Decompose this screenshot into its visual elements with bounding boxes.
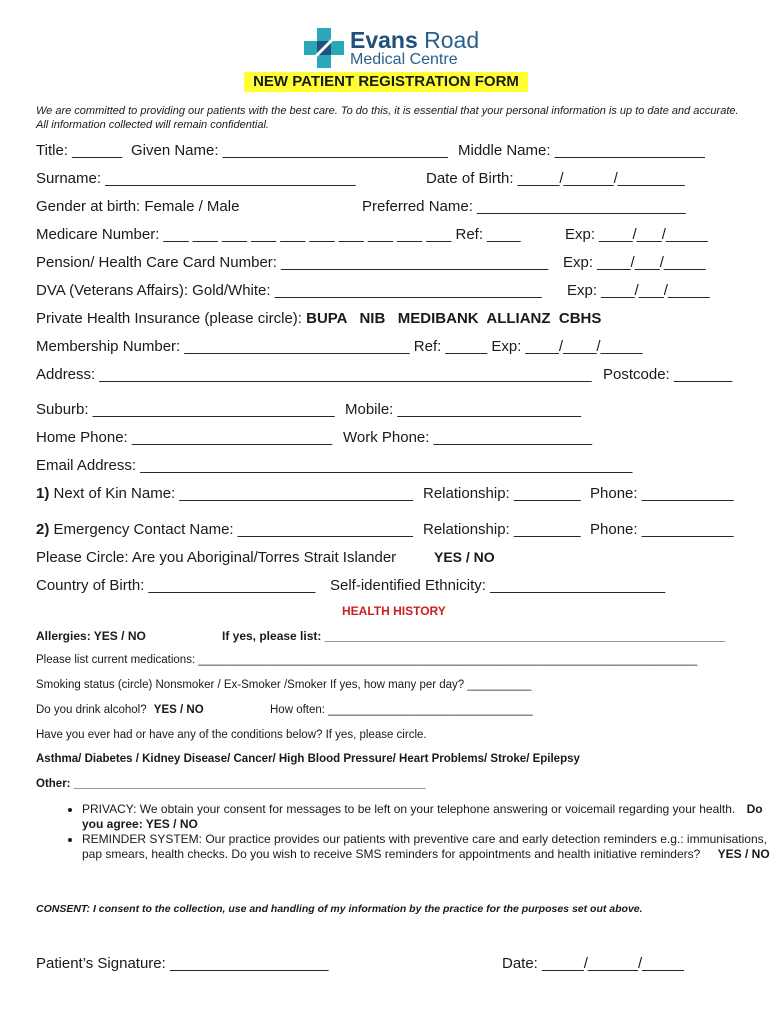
emergency-phone-field[interactable]: Phone: ___________: [590, 521, 734, 538]
insurance-options[interactable]: BUPA NIB MEDIBANK ALLIANZ CBHS: [306, 310, 602, 327]
dva-exp-field[interactable]: Exp: ____/___/_____: [567, 282, 710, 299]
allergies-yes-no[interactable]: Allergies: YES / NO: [36, 629, 146, 643]
insurance-label: Private Health Insurance (please circle):: [36, 310, 302, 327]
form-title: NEW PATIENT REGISTRATION FORM: [244, 72, 528, 92]
reminder-text: REMINDER SYSTEM: Our practice provides our patients with preventive care and early detection reminders e.g.: immunisations, pap smears, health checks. Do you wish to receive SMS reminders for appointments and health initiative reminders?: [82, 832, 767, 861]
alcohol-frequency-field[interactable]: How often: ________________________________: [270, 704, 533, 716]
aboriginal-yes-no[interactable]: YES / NO: [434, 549, 495, 565]
membership-field[interactable]: Membership Number: ___________________________ Ref: _____ Exp: ____/____/_____: [36, 338, 643, 355]
consent-bullets: [36, 802, 770, 862]
pension-exp-field[interactable]: Exp: ____/___/_____: [563, 254, 706, 271]
ethnicity-field[interactable]: Self-identified Ethnicity: _____________________: [330, 577, 666, 594]
suburb-field[interactable]: Suburb: _____________________________: [36, 401, 335, 418]
work-phone-field[interactable]: Work Phone: ___________________: [343, 429, 593, 446]
middle-name-field[interactable]: Middle Name: __________________: [458, 142, 705, 159]
kin-phone-field[interactable]: Phone: ___________: [590, 485, 734, 502]
intro-text: We are committed to providing our patients with the best care. To do this, it is essential that your personal information is up to date and accurate. All information collected will remain confidential.: [36, 105, 739, 131]
postcode-field[interactable]: Postcode: _______: [603, 366, 733, 383]
medical-cross-logo-icon: [304, 28, 344, 68]
emergency-number: 2): [36, 521, 50, 538]
kin-number: 1): [36, 485, 50, 502]
signature-field[interactable]: Patient’s Signature: ___________________: [36, 955, 329, 972]
alcohol-row: [36, 704, 204, 716]
alcohol-question: Do you drink alcohol?: [36, 704, 147, 716]
signature-date-field[interactable]: Date: _____/______/_____: [502, 955, 684, 972]
home-phone-field[interactable]: Home Phone: ________________________: [36, 429, 333, 446]
medicare-field[interactable]: Medicare Number: ___ ___ ___ ___ ___ ___ ___ ___ ___ ___ Ref: ____: [36, 226, 521, 243]
aboriginal-question: Please Circle: Are you Aboriginal/Torres Strait Islander: [36, 549, 397, 566]
allergies-list-field[interactable]: If yes, please list: ____________________________________________________________: [222, 629, 726, 643]
address-field[interactable]: Address: ___________________________________________________________: [36, 366, 592, 383]
dob-field[interactable]: Date of Birth: _____/______/________: [426, 170, 685, 187]
title-field[interactable]: Title: ______: [36, 142, 123, 159]
reminder-bullet: [82, 832, 770, 862]
preferred-name-field[interactable]: Preferred Name: _________________________: [362, 198, 686, 215]
given-name-field[interactable]: Given Name: ___________________________: [131, 142, 448, 159]
medicare-exp-field[interactable]: Exp: ____/___/_____: [565, 226, 708, 243]
gender-field[interactable]: Gender at birth: Female / Male: [36, 198, 240, 215]
email-field[interactable]: Email Address: ___________________________________________________________: [36, 457, 633, 474]
logo-name: [350, 27, 479, 54]
country-of-birth-field[interactable]: Country of Birth: ____________________: [36, 577, 316, 594]
insurance-row: [36, 310, 601, 327]
next-of-kin-field[interactable]: [36, 485, 413, 502]
conditions-question: Have you ever had or have any of the conditions below? If yes, please circle.: [36, 729, 427, 741]
emergency-name[interactable]: Emergency Contact Name: _____________________: [49, 521, 413, 538]
kin-relationship-field[interactable]: Relationship: ________: [423, 485, 581, 502]
health-history-heading: HEALTH HISTORY: [342, 604, 446, 618]
medications-field[interactable]: Please list current medications: ______________________________________________________________________________: [36, 654, 698, 666]
reminder-yes-no[interactable]: YES / NO: [717, 847, 770, 861]
smoking-field[interactable]: Smoking status (circle) Nonsmoker / Ex-Smoker /Smoker If yes, how many per day? __________: [36, 679, 532, 691]
mobile-field[interactable]: Mobile: ______________________: [345, 401, 582, 418]
kin-name[interactable]: Next of Kin Name: ____________________________: [49, 485, 413, 502]
alcohol-yes-no[interactable]: YES / NO: [153, 704, 204, 716]
other-conditions-field[interactable]: Other: _______________________________________________________: [36, 778, 426, 790]
privacy-text: PRIVACY: We obtain your consent for messages to be left on your telephone answering or voicemail regarding your health.: [82, 802, 736, 816]
privacy-bullet: [82, 802, 770, 832]
dva-field[interactable]: DVA (Veterans Affairs): Gold/White: ________________________________: [36, 282, 542, 299]
logo-word-evans: Evans: [350, 27, 418, 53]
logo-word-road: Road: [424, 27, 480, 53]
conditions-list[interactable]: Asthma/ Diabetes / Kidney Disease/ Cancer/ High Blood Pressure/ Heart Problems/ Stroke/ Epilepsy: [36, 753, 580, 765]
consent-statement: CONSENT: I consent to the collection, use and handling of my information by the practice for the purposes set out above.: [36, 903, 643, 915]
surname-field[interactable]: Surname: ______________________________: [36, 170, 356, 187]
pension-card-field[interactable]: Pension/ Health Care Card Number: ________________________________: [36, 254, 549, 271]
privacy-yes-no[interactable]: Do you agree: YES / NO: [82, 802, 763, 831]
logo-subtitle: Medical Centre: [350, 51, 458, 68]
emergency-contact-field[interactable]: [36, 521, 413, 538]
emergency-relationship-field[interactable]: Relationship: ________: [423, 521, 581, 538]
